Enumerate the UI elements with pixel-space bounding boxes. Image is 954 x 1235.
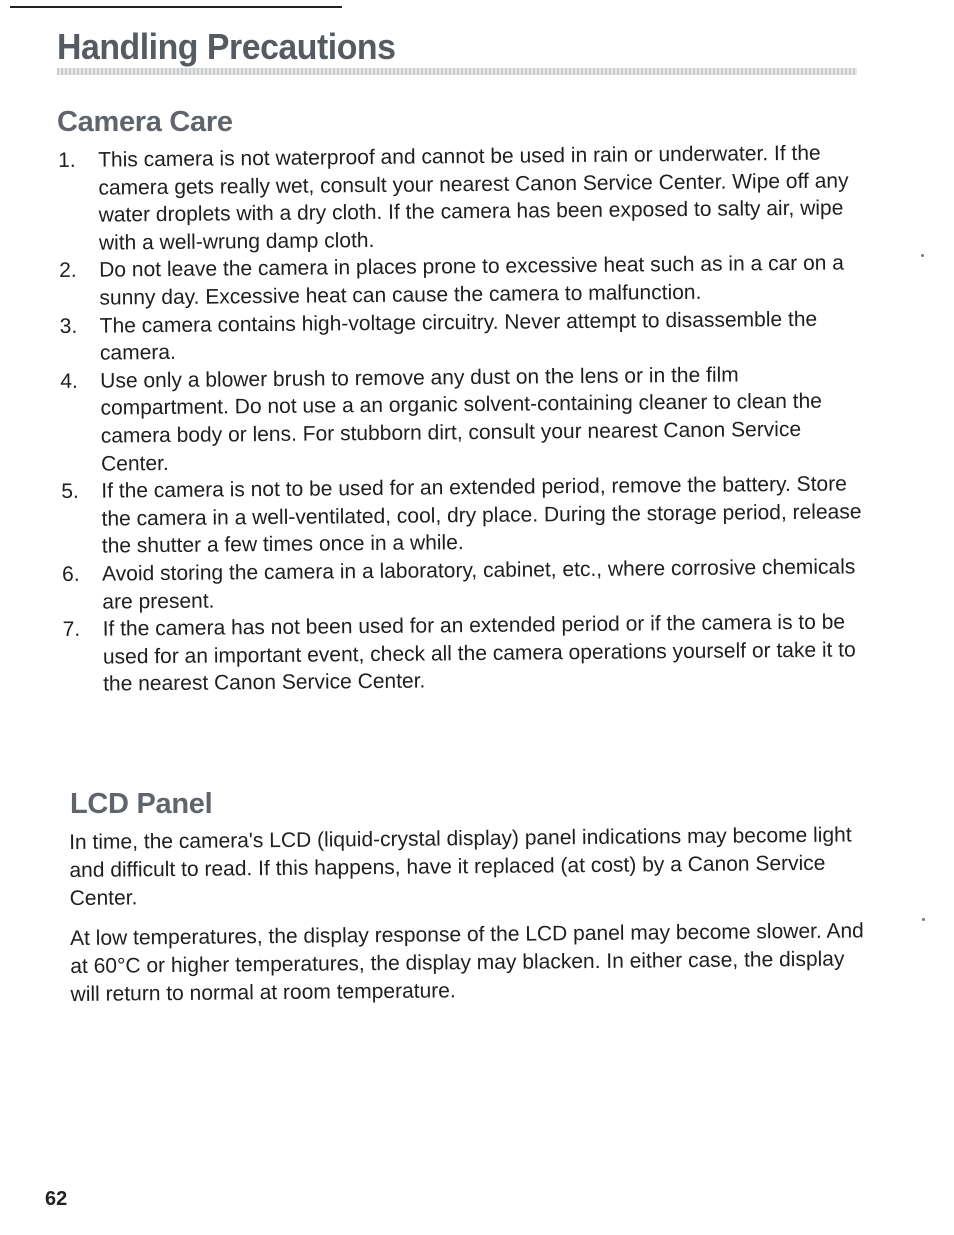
item-text: If the camera is not to be used for an extended period, remove the battery. Store the camera in a well-ventilated, cool, dry place. During the storage period, release the shutter a few times once in a while. bbox=[101, 472, 862, 558]
camera-care-list bbox=[58, 139, 873, 699]
page-title: Handling Precautions bbox=[57, 26, 396, 67]
title-underline-bar bbox=[57, 68, 857, 75]
item-text: The camera contains high-voltage circuitry. Never attempt to disassemble the camera. bbox=[99, 307, 818, 365]
list-item bbox=[60, 305, 870, 368]
list-item bbox=[60, 360, 871, 478]
item-number: 2. bbox=[59, 259, 77, 283]
section-heading-lcd-panel: LCD Panel bbox=[70, 788, 213, 820]
scan-speck bbox=[922, 918, 925, 921]
item-number: 5. bbox=[61, 479, 79, 504]
item-number: 3. bbox=[59, 314, 78, 338]
page-number: 62 bbox=[45, 1188, 68, 1210]
item-number: 4. bbox=[60, 369, 78, 393]
item-text: If the camera has not been used for an extended period or if the camera is to be used for an important event, check all the camera operations yourself or take it to the nearest Canon Service Center. bbox=[102, 610, 856, 696]
list-item bbox=[63, 608, 874, 699]
paragraph: In time, the camera's LCD (liquid-crystal display) panel indications may become light and difficult to read. If this happens, have it replaced (at cost) by a Canon Service Center. bbox=[69, 823, 852, 910]
item-text: This camera is not waterproof and cannot be used in rain or underwater. If the camera gets really wet, consult your nearest Canon Service Center. Wipe off any water droplets with a dry cloth. If the camera has been exposed to salty air, wipe with a well-wrung damp cloth. bbox=[98, 141, 849, 255]
item-number: 1. bbox=[58, 148, 76, 172]
scan-speck bbox=[921, 254, 924, 257]
list-item bbox=[59, 250, 869, 313]
paragraph: At low temperatures, the display response of the LCD panel may become slower. And at 60°C or higher temperatures, the display may blacken. In either case, the display will return to normal at room temperature. bbox=[69, 919, 864, 1006]
item-number: 6. bbox=[61, 562, 80, 586]
top-rule bbox=[10, 6, 342, 8]
item-number: 7. bbox=[62, 617, 81, 642]
item-text: Do not leave the camera in places prone to excessive heat such as in a car on a sunny day. Excessive heat can cause the camera to malfunction. bbox=[99, 251, 845, 310]
lcd-panel-body bbox=[69, 821, 873, 1021]
list-item bbox=[61, 470, 872, 561]
list-item bbox=[58, 139, 869, 257]
list-item bbox=[62, 553, 872, 616]
item-text: Avoid storing the camera in a laboratory, cabinet, etc., where corrosive chemicals are present. bbox=[101, 555, 856, 614]
section-heading-camera-care: Camera Care bbox=[57, 106, 233, 138]
item-text: Use only a blower brush to remove any dust on the lens or in the film compartment. Do not use a an organic solvent-containing cleaner to clean the camera body or lens. For stubborn dirt, consult your nearest Canon Service Center. bbox=[100, 363, 823, 476]
